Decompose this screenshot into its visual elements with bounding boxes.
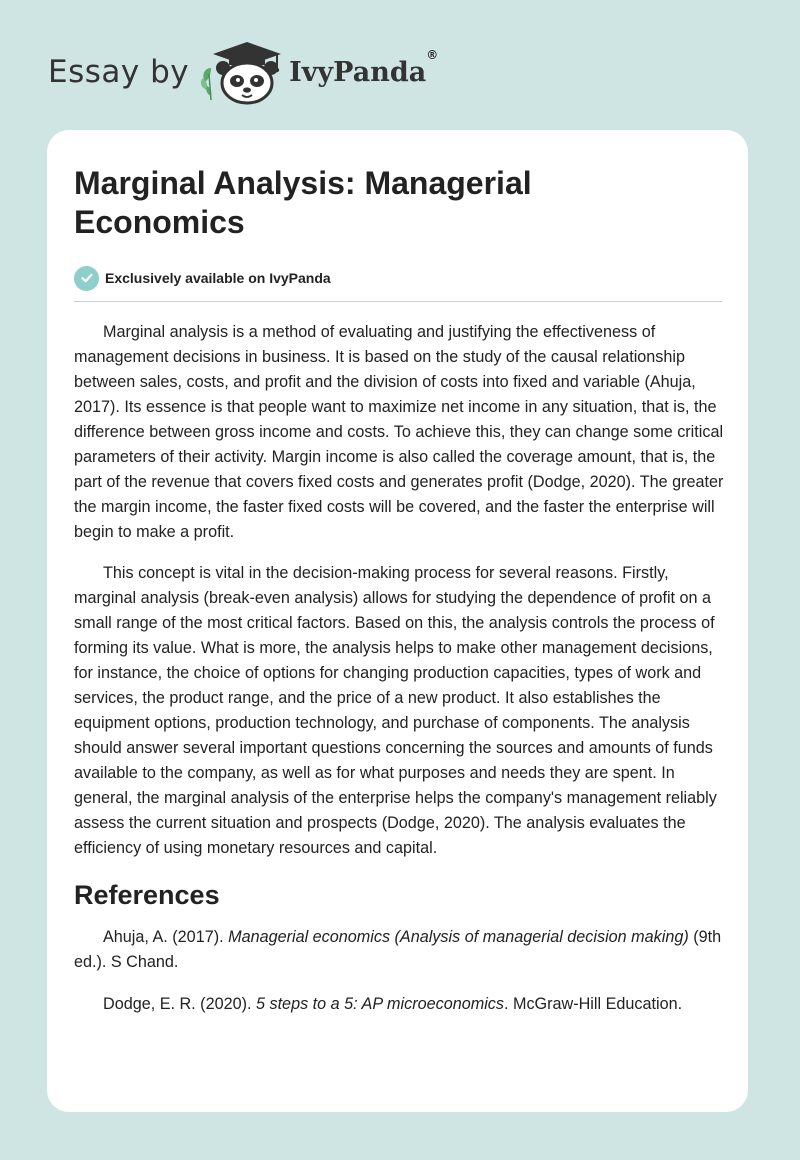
paragraph: Marginal analysis is a method of evaluating and justifying the effectiveness of management decisions in business. It is based on the study of the causal relationship between sales, costs, and profit and the division of costs into fixed and variable (Ahuja, 2017). Its essence is that people want to maximize net income in any situation, that is, the difference between gross income and costs. To achieve this, they can change some critical parameters of their activity. Margin income is also called the coverage amount, that is, the part of the revenue that covers fixed costs and generates profit (Dodge, 2020). The greater the margin income, the faster fixed costs will be covered, and the faster the enterprise will begin to make a profit. (74, 323, 724, 541)
page-title: Marginal Analysis: Managerial Economics (74, 165, 532, 240)
reference-item (74, 992, 724, 1017)
reference-text: Dodge, E. R. (2020). (103, 995, 256, 1013)
exclusive-badge (74, 265, 721, 291)
paragraph: This concept is vital in the decision-making process for several reasons. Firstly, marginal analysis (break-even analysis) allows for studying the dependence of profit on a small range of the most critical factors. Based on this, the analysis controls the process of forming its value. What is more, the analysis helps to make other management decisions, for instance, the choice of options for changing production capacities, types of work and services, the product range, and the price of a new product. It also establishes the equipment options, production technology, and purchase of components. The analysis should answer several important questions concerning the sources and amounts of funds available to the company, as well as for what purposes and needs they are spent. In general, the marginal analysis of the enterprise helps the company's management reliably assess the current situation and prospects (Dodge, 2020). The analysis evaluates the efficiency of using monetary resources and capital. (74, 564, 717, 857)
check-circle-icon (74, 266, 99, 291)
brand-prefix: Essay by (48, 53, 190, 90)
reference-text: Ahuja, A. (2017). (103, 928, 229, 946)
brand-name-text: IvyPanda (289, 56, 427, 88)
reference-title: 5 steps to a 5: AP microeconomics (255, 995, 504, 1013)
registered-mark: ® (426, 47, 439, 62)
brand-name[interactable] (289, 47, 439, 88)
essay-body (74, 320, 724, 1017)
divider (74, 301, 722, 302)
reference-item (74, 925, 724, 975)
reference-text: (9th ed.). S Chand. (74, 928, 722, 971)
badge-label: Exclusively available on IvyPanda (105, 270, 331, 286)
references-heading: References (74, 880, 220, 910)
site-header (48, 38, 438, 106)
panda-logo-icon[interactable] (197, 38, 285, 106)
reference-title: Managerial economics (Analysis of managerial decision making) (228, 928, 689, 946)
essay-card (47, 130, 748, 1112)
reference-text: . McGraw-Hill Education. (503, 995, 683, 1013)
